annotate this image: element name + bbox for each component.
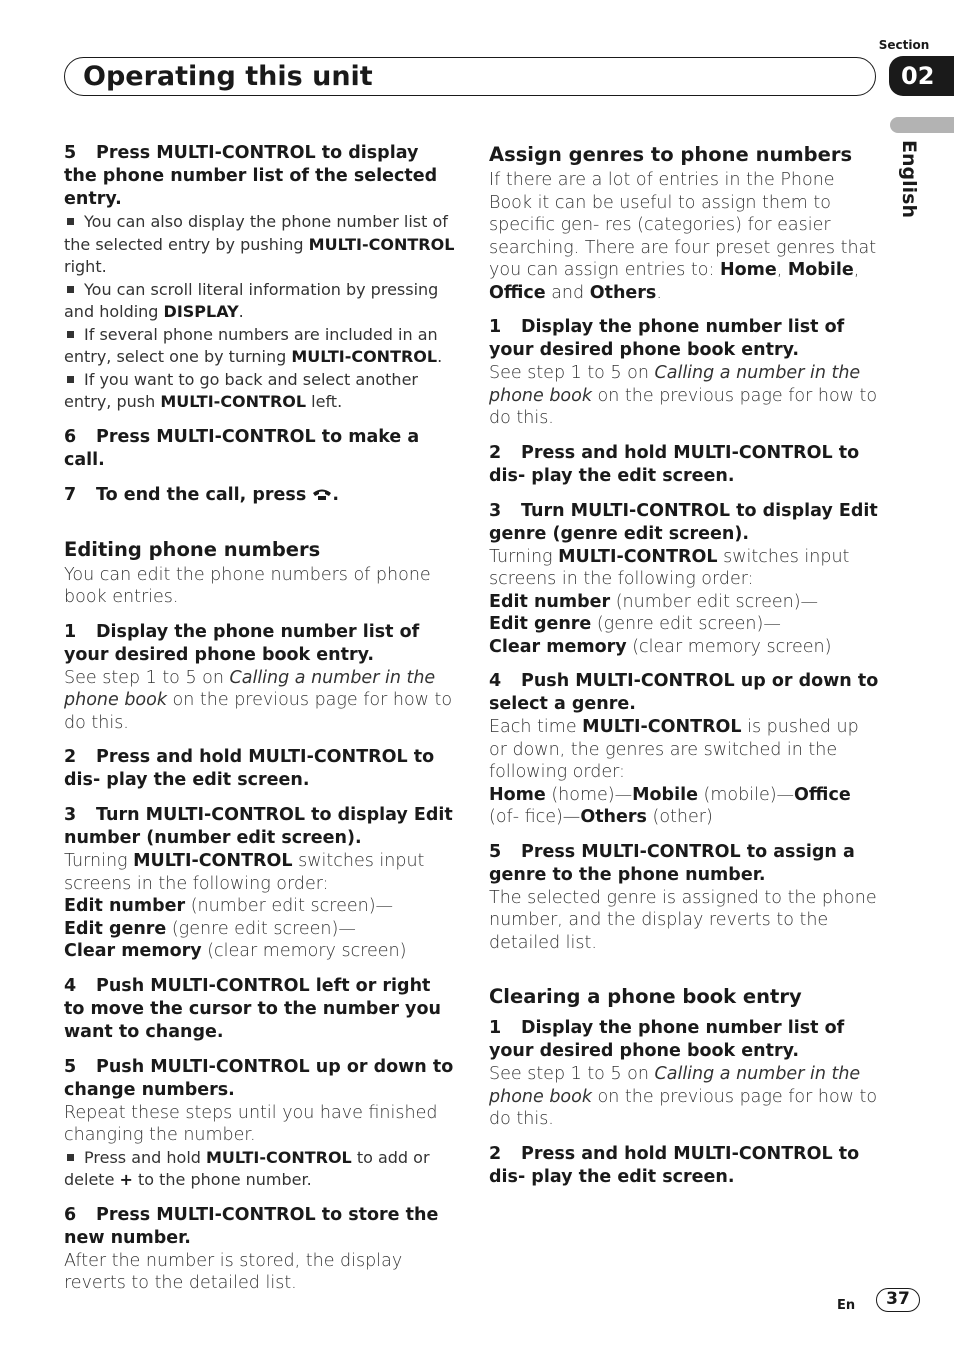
note: Press and hold MULTI-CONTROL to add or delete + to the phone number. [64, 1147, 430, 1189]
body-text: The selected genre is assigned to the phone number, and the display reverts to the detailed list. [489, 887, 877, 953]
body-text: See step 1 to 5 on Calling a number in the phone book on the previous page for how to do this. [489, 1064, 878, 1129]
language-tab [890, 117, 954, 133]
step-heading: 3 Turn MULTI-CONTROL to display Edit number (number edit screen). [64, 805, 453, 848]
bullet-icon [67, 376, 74, 383]
step-heading: 2 Press and hold MULTI-CONTROL to dis- play the edit screen. [64, 747, 435, 790]
step-heading: 1 Display the phone number list of your desired phone book entry. [64, 621, 420, 665]
body-text: Edit number (number edit screen)— [489, 591, 819, 612]
footer-language: En [837, 1298, 856, 1313]
body-text: See step 1 to 5 on Calling a number in the phone book on the previous page for how to do this. [64, 667, 453, 733]
body-text: After the number is stored, the display reverts to the detailed list. [64, 1250, 403, 1293]
bullet-icon [67, 1154, 74, 1161]
bullet-icon [67, 218, 74, 225]
body-text: Turning MULTI-CONTROL switches input screens in the following order: [489, 546, 850, 589]
section-number-tab: 02 [889, 56, 954, 96]
note: You can also display the phone number list of the selected entry by pushing MULTI-CONTROL right. [64, 212, 455, 276]
body-text: Edit number (number edit screen)— [64, 896, 394, 916]
section-heading: Editing phone numbers [64, 537, 321, 561]
body-text: If there are a lot of entries in the Phone Book it can be useful to assign them to specific gen- res (categories) for easier searching. There are four preset genres that you can assign entries to: Home, Mobile, Office and Others. [489, 170, 877, 303]
step-heading: 1 Display the phone number list of your desired phone book entry. [489, 317, 845, 360]
note: If you want to go back and select another entry, push MULTI-CONTROL left. [64, 369, 418, 411]
section-label: Section [878, 38, 930, 52]
step-heading: 5 Push MULTI-CONTROL up or down to change numbers. [64, 1056, 454, 1100]
body-text: See step 1 to 5 on Calling a number in the phone book on the previous page for how to do this. [489, 363, 878, 428]
page-title-bar [64, 57, 876, 96]
page-title: Operating this unit [83, 61, 373, 92]
bullet-icon [67, 331, 74, 338]
body-text: Edit genre (genre edit screen)— [64, 918, 356, 939]
page-number: 37 [876, 1288, 920, 1312]
left-column [64, 142, 456, 1295]
body-text: Each time MULTI-CONTROL is pushed up or down, the genres are switched in the following order: [489, 717, 859, 782]
right-column [489, 142, 881, 1189]
body-text: You can edit the phone numbers of phone book entries. [64, 564, 431, 607]
bullet-icon [67, 286, 74, 293]
step-heading: 3 Turn MULTI-CONTROL to display Edit genre (genre edit screen). [489, 500, 878, 544]
note: If several phone numbers are included in an entry, select one by turning MULTI-CONTROL. [64, 324, 443, 366]
step-heading: 5 Press MULTI-CONTROL to display the phone number list of the selected entry. [64, 143, 438, 209]
step-heading: 7 To end the call, press . [64, 484, 339, 505]
section-heading: Clearing a phone book entry [489, 985, 802, 1008]
step-heading: 2 Press and hold MULTI-CONTROL to dis- play the edit screen. [489, 442, 860, 486]
body-text: Home (home)—Mobile (mobile)—Office (of- fice)—Others (other) [489, 784, 851, 827]
step-heading: 4 Push MULTI-CONTROL left or right to move the cursor to the number you want to change. [64, 975, 441, 1042]
step-heading: 4 Push MULTI-CONTROL up or down to select a genre. [489, 671, 879, 714]
step-heading: 6 Press MULTI-CONTROL to make a call. [64, 426, 420, 470]
phone-hang-up-icon [312, 487, 332, 501]
body-text: Repeat these steps until you have finished changing the number. [64, 1102, 438, 1145]
body-text: Turning MULTI-CONTROL switches input screens in the following order: [64, 851, 425, 894]
step-heading: 5 Press MULTI-CONTROL to assign a genre to the phone number. [489, 841, 855, 885]
section-heading: Assign genres to phone numbers [489, 143, 853, 166]
step-heading: 6 Press MULTI-CONTROL to store the new number. [64, 1204, 439, 1248]
body-text: Edit genre (genre edit screen)— [489, 614, 781, 634]
step-heading: 1 Display the phone number list of your desired phone book entry. [489, 1018, 845, 1061]
body-text: Clear memory (clear memory screen) [489, 636, 832, 657]
step-heading: 2 Press and hold MULTI-CONTROL to dis- play the edit screen. [489, 1143, 860, 1187]
language-label: English [898, 140, 920, 218]
body-text: Clear memory (clear memory screen) [64, 941, 407, 961]
note: You can scroll literal information by pressing and holding DISPLAY. [64, 279, 439, 321]
